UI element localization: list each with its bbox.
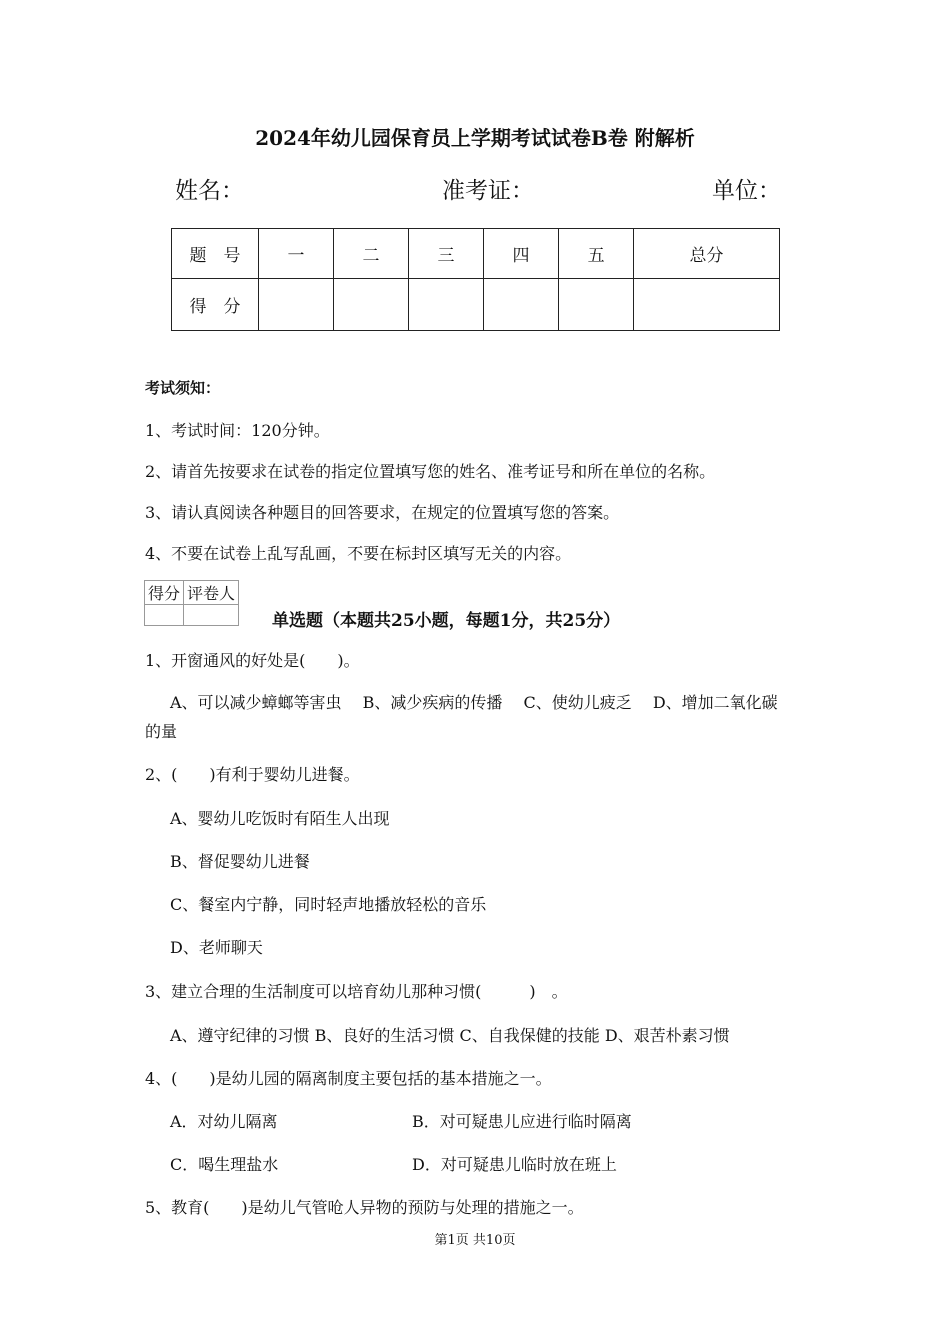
score-cell[interactable] [334,279,409,331]
score-row-label: 得 分 [172,279,259,331]
grader-score-label: 得分 [145,581,184,605]
score-cell[interactable] [409,279,484,331]
notice-item: 1、考试时间：120分钟。 [145,421,330,440]
question-option: C．喝生理盐水 [170,1155,279,1174]
question-option: D．对可疑患儿临时放在班上 [412,1155,617,1174]
question-option: D、老师聊天 [170,938,263,957]
exam-id-label: 准考证： [442,178,534,204]
question-option: A、婴幼儿吃饭时有陌生人出现 [170,809,390,828]
question-option: A．对幼儿隔离 [170,1112,278,1131]
question-option: B、督促婴幼儿进餐 [170,852,310,871]
score-header-cell: 题 号 [172,229,259,279]
question-options: A、遵守纪律的习惯 B、良好的生活习惯 C、自我保健的技能 D、艰苦朴素习惯 [170,1026,730,1045]
section-heading: 单选题（本题共25小题，每题1分，共25分） [272,611,621,631]
score-cell[interactable] [484,279,559,331]
name-label: 姓名： [175,178,244,204]
score-cell[interactable] [259,279,334,331]
page-footer: 第1页 共10页 [434,1233,516,1248]
score-header-cell: 二 [334,229,409,279]
grader-name-label: 评卷人 [184,581,239,605]
grader-name-cell[interactable] [184,605,239,626]
notice-item: 2、请首先按要求在试卷的指定位置填写您的姓名、准考证号和所在单位的名称。 [145,462,716,481]
score-table-header-row [172,229,780,279]
score-table-score-row [172,279,780,331]
unit-label: 单位： [712,178,781,204]
score-header-cell: 三 [409,229,484,279]
question-options: A、可以减少蟑螂等害虫 B、减少疾病的传播 C、使幼儿疲乏 D、增加二氧化碳 [170,693,778,712]
question-stem: 2、( )有利于婴幼儿进餐。 [145,765,360,784]
notice-item: 3、请认真阅读各种题目的回答要求，在规定的位置填写您的答案。 [145,503,620,522]
question-option: C、餐室内宁静，同时轻声地播放轻松的音乐 [170,895,487,914]
page-title: 2024年幼儿园保育员上学期考试试卷B卷 附解析 [255,126,695,150]
question-option: B．对可疑患儿应进行临时隔离 [412,1112,632,1131]
grader-box [144,580,239,626]
score-header-cell: 一 [259,229,334,279]
grader-score-cell[interactable] [145,605,184,626]
question-options-wrap: 的量 [145,722,178,741]
score-header-cell: 四 [484,229,559,279]
score-header-cell: 五 [559,229,634,279]
question-stem: 5、教育( )是幼儿气管呛人异物的预防与处理的措施之一。 [145,1198,584,1217]
score-cell[interactable] [559,279,634,331]
notice-heading: 考试须知： [145,379,221,397]
score-header-cell: 总分 [634,229,780,279]
question-stem: 1、开窗通风的好处是( )。 [145,651,360,670]
question-stem: 4、( )是幼儿园的隔离制度主要包括的基本措施之一。 [145,1069,552,1088]
notice-item: 4、不要在试卷上乱写乱画，不要在标封区填写无关的内容。 [145,544,572,563]
question-stem: 3、建立合理的生活制度可以培育幼儿那种习惯( ) 。 [145,982,568,1001]
score-cell[interactable] [634,279,780,331]
score-table [171,228,780,331]
